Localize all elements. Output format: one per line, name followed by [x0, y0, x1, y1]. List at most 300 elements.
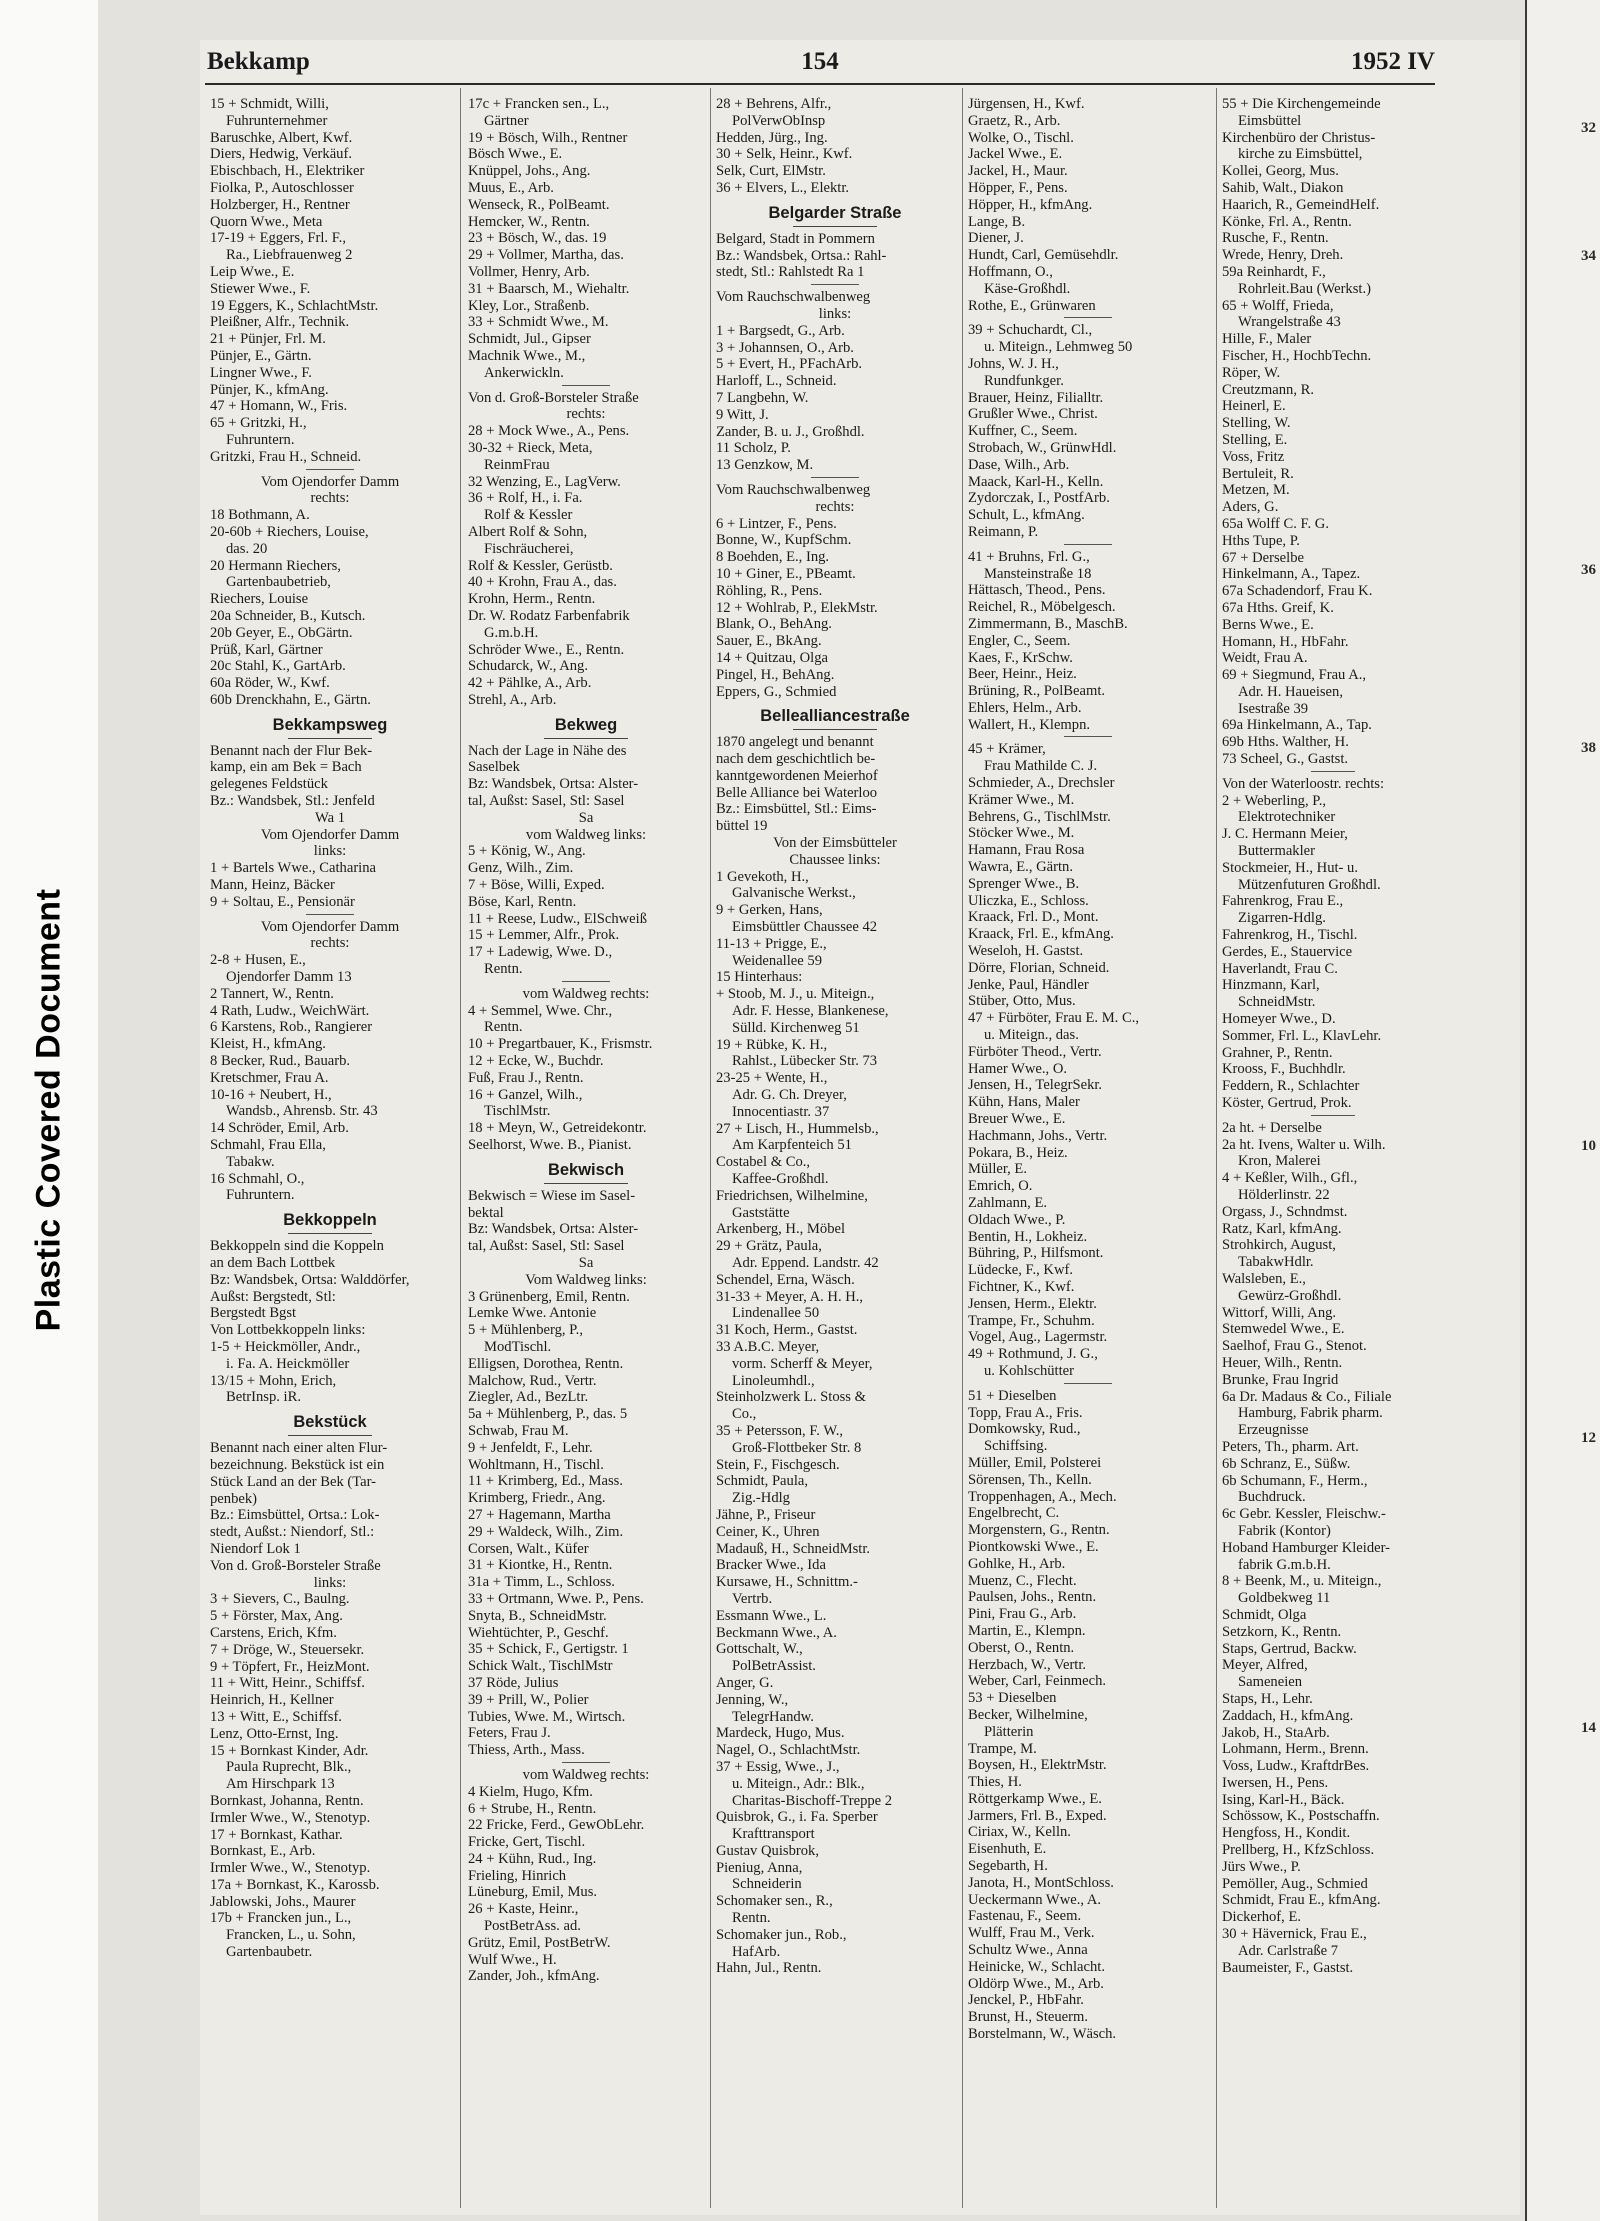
direction-subheading: Von der Eimsbütteler: [773, 835, 897, 852]
directory-entry: Mann, Heinz, Bäcker: [210, 877, 335, 894]
direction-subheading: Wa 1: [314, 809, 346, 826]
directory-entry: Beer, Heinr., Heiz.: [968, 666, 1077, 683]
header-rule: [205, 83, 1435, 85]
directory-entry: Fricke, Gert, Tischl.: [468, 1834, 586, 1851]
directory-entry: Bühring, P., Hilfsmont.: [968, 1245, 1104, 1262]
directory-entry: 16 + Ganzel, Wilh.,: [468, 1086, 583, 1103]
directory-entry: Jackel Wwe., E.: [968, 146, 1063, 163]
directory-entry: 1 Gevekoth, H.,: [716, 868, 809, 885]
directory-entry: 39 + Schuchardt, Cl.,: [968, 322, 1093, 339]
directory-entry: Niendorf Lok 1: [210, 1540, 301, 1557]
directory-entry: Ueckermann Wwe., A.: [968, 1891, 1102, 1908]
directory-entry: Rolf & Kessler, Gerüstb.: [468, 557, 613, 574]
directory-entry: Corsen, Walt., Küfer: [468, 1540, 589, 1557]
directory-entry: J. C. Hermann Meier,: [1222, 826, 1348, 843]
entry-continuation: Plätterin: [984, 1723, 1034, 1740]
entry-continuation: u. Miteign., Adr.: Blk.,: [732, 1775, 865, 1792]
directory-entry: Baumeister, F., Gastst.: [1222, 1959, 1354, 1976]
directory-entry: 31a + Timm, L., Schloss.: [468, 1574, 615, 1591]
directory-entry: Pokara, B., Heiz.: [968, 1144, 1068, 1161]
directory-entry: Rothe, E., Grünwaren: [968, 297, 1096, 314]
directory-entry: Zaddach, H., kfmAng.: [1222, 1707, 1354, 1724]
directory-entry: Krimberg, Friedr., Ang.: [468, 1490, 606, 1507]
directory-entry: Zander, Joh., kfmAng.: [468, 1968, 600, 1985]
directory-entry: Fürböter Theod., Vertr.: [968, 1043, 1102, 1060]
directory-entry: Bracker Wwe., Ida: [716, 1557, 826, 1574]
directory-entry: Von d. Groß-Borsteler Straße: [210, 1557, 381, 1574]
direction-subheading: Vom Waldweg links:: [525, 1271, 647, 1288]
directory-entry: Ziegler, Ad., BezLtr.: [468, 1389, 589, 1406]
directory-entry: 11 + Witt, Heinr., Schiffsf.: [210, 1675, 365, 1692]
directory-entry: Zander, B. u. J., Großhdl.: [716, 423, 865, 440]
entry-continuation: kirche zu Eimsbüttel,: [1238, 146, 1363, 163]
directory-entry: Engler, C., Seem.: [968, 632, 1071, 649]
entry-continuation: Rahlst., Lübecker Str. 73: [732, 1053, 878, 1070]
adjacent-page-fragment: 12: [1581, 1430, 1596, 1446]
directory-entry: 5 + Evert, H., PFachArb.: [716, 356, 863, 373]
entry-continuation: Galvanische Werkst.,: [732, 885, 856, 902]
directory-entry: Schultz Wwe., Anna: [968, 1942, 1088, 1959]
entry-continuation: Gaststätte: [732, 1204, 790, 1221]
directory-entry: 29 + Vollmer, Martha, das.: [468, 247, 624, 264]
directory-entry: Saselbek: [468, 759, 520, 776]
entry-continuation: Rentn.: [484, 961, 523, 978]
directory-entry: 20 Hermann Riechers,: [210, 557, 341, 574]
directory-entry: Gottschalt, W.,: [716, 1641, 803, 1658]
directory-entry: Dr. W. Rodatz Farbenfabrik: [468, 607, 630, 624]
directory-entry: 36 + Rolf, H., i. Fa.: [468, 490, 583, 507]
directory-entry: 5 + Mühlenberg, P.,: [468, 1322, 583, 1339]
directory-entry: 3 Grünenberg, Emil, Rentn.: [468, 1288, 630, 1305]
directory-entry: Elligsen, Dorothea, Rentn.: [468, 1355, 624, 1372]
entry-continuation: Innocentiastr. 37: [732, 1103, 830, 1120]
directory-entry: Pemöller, Aug., Schmied: [1222, 1875, 1368, 1892]
directory-entry: 27 + Lisch, H., Hummelsb.,: [716, 1120, 879, 1137]
directory-entry: Costabel & Co.,: [716, 1154, 811, 1171]
directory-entry: 6 + Strube, H., Rentn.: [468, 1800, 597, 1817]
directory-entry: bektal: [468, 1204, 504, 1221]
directory-entry: Topp, Frau A., Fris.: [968, 1404, 1083, 1421]
directory-entry: Oldörp Wwe., M., Arb.: [968, 1975, 1104, 1992]
section-divider: [1222, 1112, 1444, 1120]
directory-entry: Außst: Bergstedt, Stl:: [210, 1288, 336, 1305]
directory-entry: 4 + Semmel, Wwe. Chr.,: [468, 1002, 613, 1019]
directory-entry: Wulff, Frau M., Verk.: [968, 1925, 1095, 1942]
directory-entry: Staps, Gertrud, Backw.: [1222, 1640, 1357, 1657]
directory-entry: 17 + Bornkast, Kathar.: [210, 1826, 343, 1843]
entry-continuation: Fabrik (Kontor): [1238, 1522, 1331, 1539]
directory-entry: Aders, G.: [1222, 499, 1279, 516]
directory-entry: Bz: Wandsbek, Ortsa: Walddörfer,: [210, 1271, 410, 1288]
entry-continuation: TelegrHandw.: [732, 1708, 814, 1725]
directory-entry: Berns Wwe., E.: [1222, 616, 1314, 633]
directory-entry: 55 + Die Kirchengemeinde: [1222, 96, 1381, 112]
directory-entry: 9 + Gerken, Hans,: [716, 902, 823, 919]
directory-entry: 22 Fricke, Ferd., GewObLehr.: [468, 1817, 645, 1834]
directory-entry: Kirchenbüro der Christus-: [1222, 129, 1376, 146]
directory-entry: Gohlke, H., Arb.: [968, 1555, 1066, 1572]
directory-entry: 7 Langbehn, W.: [716, 389, 809, 406]
directory-entry: Schendel, Erna, Wäsch.: [716, 1271, 855, 1288]
directory-entry: Blank, O., BehAng.: [716, 616, 832, 633]
directory-entry: Von der Waterloostr. rechts:: [1222, 775, 1385, 792]
directory-entry: Pingel, H., BehAng.: [716, 666, 835, 683]
adjacent-page-fragment: 32: [1581, 120, 1596, 136]
directory-entry: Feddern, R., Schlachter: [1222, 1078, 1360, 1095]
directory-entry: Genz, Wilh., Zim.: [468, 860, 574, 877]
directory-entry: Heinicke, W., Schlacht.: [968, 1958, 1105, 1975]
adjacent-page-fragment: 34: [1581, 248, 1596, 264]
directory-entry: Kuffner, C., Seem.: [968, 423, 1078, 440]
section-divider: [210, 466, 450, 474]
directory-entry: Von d. Groß-Borsteler Straße: [468, 389, 639, 406]
directory-entry: Bz.: Eimsbüttel, Ortsa.: Lok-: [210, 1507, 380, 1524]
entry-continuation: Adr. F. Hesse, Blankenese,: [732, 1003, 889, 1020]
directory-entry: Sommer, Frl. L., KlavLehr.: [1222, 1027, 1382, 1044]
directory-entry: 9 + Soltau, E., Pensionär: [210, 893, 355, 910]
directory-entry: Vogel, Aug., Lagermstr.: [968, 1329, 1108, 1346]
directory-entry: Stiewer Wwe., F.: [210, 280, 311, 297]
directory-entry: Prellberg, H., KfzSchloss.: [1222, 1842, 1375, 1859]
entry-continuation: Rentn.: [732, 1910, 771, 1927]
directory-entry: Staps, H., Lehr.: [1222, 1690, 1313, 1707]
directory-entry: 67a Hths. Greif, K.: [1222, 599, 1334, 616]
direction-subheading: Vom Ojendorfer Damm: [260, 826, 400, 843]
directory-entry: 20b Geyer, E., ObGärtn.: [210, 624, 353, 641]
entry-continuation: Zigarren-Hdlg.: [1238, 910, 1326, 927]
entry-continuation: Mansteinstraße 18: [984, 565, 1092, 582]
directory-entry: 41 + Bruhns, Frl. G.,: [968, 548, 1090, 565]
directory-entry: Hoffmann, O.,: [968, 263, 1053, 280]
entry-continuation: Co.,: [732, 1406, 757, 1423]
directory-entry: 23 + Bösch, W., das. 19: [468, 230, 607, 247]
direction-subheading: vom Waldweg links:: [525, 826, 647, 843]
directory-entry: 17 + Ladewig, Wwe. D.,: [468, 944, 613, 961]
directory-entry: 19 + Rübke, K. H.,: [716, 1036, 828, 1053]
directory-entry: Wawra, E., Gärtn.: [968, 859, 1073, 876]
directory-entry: 16 Schmahl, O.,: [210, 1170, 305, 1187]
directory-entry: 8 Becker, Rud., Bauarb.: [210, 1053, 351, 1070]
directory-entry: 29 + Grätz, Paula,: [716, 1238, 822, 1255]
entry-continuation: Gärtner: [484, 112, 529, 129]
section-divider: [468, 382, 704, 390]
directory-entry: 30 + Selk, Heinr., Kwf.: [716, 146, 853, 163]
directory-entry: 19 + Bösch, Wilh., Rentner: [468, 129, 628, 146]
directory-entry: Stemwedel Wwe., E.: [1222, 1321, 1345, 1338]
directory-entry: Friedrichsen, Wilhelmine,: [716, 1187, 868, 1204]
directory-entry: 7 + Böse, Willi, Exped.: [468, 877, 605, 894]
directory-entry: Walsleben, E.,: [1222, 1270, 1306, 1287]
directory-entry: Stück Land an der Bek (Tar-: [210, 1473, 377, 1490]
entry-continuation: Eimsbüttler Chaussee 42: [732, 919, 878, 936]
directory-entry: Hamann, Frau Rosa: [968, 842, 1085, 859]
left-margin-band: [0, 0, 98, 2221]
directory-entry: 5 + Förster, Max, Ang.: [210, 1608, 343, 1625]
section-divider: [968, 314, 1208, 322]
directory-entry: Leip Wwe., E.: [210, 263, 295, 280]
directory-entry: 14 + Quitzau, Olga: [716, 649, 828, 666]
entry-continuation: Tabakw.: [226, 1153, 275, 1170]
directory-entry: Troppenhagen, A., Mech.: [968, 1488, 1117, 1505]
directory-entry: 13 Genzkow, M.: [716, 457, 814, 474]
directory-entry: 13/15 + Mohn, Erich,: [210, 1372, 337, 1389]
direction-subheading: vom Waldweg rechts:: [522, 1766, 650, 1783]
directory-entry: Stockmeier, H., Hut- u.: [1222, 859, 1359, 876]
directory-entry: Knüppel, Johs., Ang.: [468, 163, 591, 180]
street-heading: Bekwisch: [468, 1159, 704, 1184]
directory-column-2: [468, 96, 704, 2206]
directory-entry: Dase, Wilh., Arb.: [968, 456, 1070, 473]
directory-entry: Becker, Wilhelmine,: [968, 1706, 1088, 1723]
directory-entry: Janota, H., MontSchloss.: [968, 1874, 1114, 1891]
directory-entry: penbek): [210, 1490, 258, 1507]
directory-entry: Riechers, Louise: [210, 591, 309, 608]
directory-entry: Jenckel, P., HbFahr.: [968, 1992, 1084, 2009]
directory-column-4: [968, 96, 1208, 2206]
directory-entry: 65 + Gritzki, H.,: [210, 415, 307, 432]
directory-entry: Reichel, R., Möbelgesch.: [968, 599, 1116, 616]
entry-continuation: Gartenbaubetrieb,: [226, 574, 331, 591]
directory-entry: Müller, Emil, Polsterei: [968, 1454, 1102, 1471]
directory-entry: Heuer, Wilh., Rentn.: [1222, 1354, 1343, 1371]
directory-entry: Brunst, H., Steuerm.: [968, 2009, 1088, 2026]
directory-entry: Thies, H.: [968, 1774, 1022, 1791]
directory-entry: 24 + Kühn, Rud., Ing.: [468, 1850, 597, 1867]
directory-entry: 28 + Behrens, Alfr.,: [716, 96, 832, 112]
entry-continuation: Fischräucherei,: [484, 540, 574, 557]
directory-entry: Schomaker jun., Rob.,: [716, 1926, 847, 1943]
directory-entry: Muenz, C., Flecht.: [968, 1572, 1077, 1589]
directory-entry: Frieling, Hinrich: [468, 1867, 567, 1884]
directory-entry: Engelbrecht, C.: [968, 1505, 1060, 1522]
directory-entry: 9 + Töpfert, Fr., HeizMont.: [210, 1658, 370, 1675]
directory-entry: Arkenberg, H., Möbel: [716, 1221, 846, 1238]
directory-entry: Machnik Wwe., M.,: [468, 347, 586, 364]
entry-continuation: Adr. Eppend. Landstr. 42: [732, 1255, 879, 1271]
entry-continuation: Elektrotechniker: [1238, 809, 1336, 826]
directory-entry: Kaes, F., KrSchw.: [968, 649, 1073, 666]
directory-entry: Ehlers, Helm., Arb.: [968, 699, 1082, 716]
directory-entry: Irmler Wwe., W., Stenotyp.: [210, 1860, 371, 1877]
entry-continuation: Schneiderin: [732, 1876, 802, 1893]
directory-entry: Fahrenkrog, Frau E.,: [1222, 893, 1344, 910]
entry-continuation: Hölderlinstr. 22: [1238, 1187, 1330, 1203]
entry-continuation: Adr. Carlstraße 7: [1238, 1942, 1339, 1959]
adjacent-page-edge: [1525, 0, 1600, 2221]
entry-continuation: Kron, Malerei: [1238, 1153, 1321, 1170]
directory-entry: Fahrenkrog, H., Tischl.: [1222, 927, 1358, 944]
directory-entry: 11-13 + Prigge, E.,: [716, 935, 827, 952]
direction-subheading: vom Waldweg rechts:: [522, 985, 650, 1002]
directory-entry: 37 Röde, Julius: [468, 1674, 559, 1691]
directory-entry: Strehl, A., Arb.: [468, 691, 557, 708]
directory-entry: 15 + Lemmer, Alfr., Prok.: [468, 927, 620, 944]
entry-continuation: Rundfunkger.: [984, 372, 1064, 389]
directory-entry: Madauß, H., SchneidMstr.: [716, 1540, 871, 1557]
directory-entry: Martin, E., Klempn.: [968, 1622, 1086, 1639]
directory-entry: Bekwisch = Wiese im Sasel-: [468, 1187, 636, 1204]
directory-entry: Wenseck, R., PolBeamt.: [468, 196, 610, 213]
directory-entry: 9 Witt, J.: [716, 406, 769, 423]
directory-column-5: [1222, 96, 1444, 2206]
direction-subheading: rechts:: [310, 490, 350, 507]
directory-entry: Stelling, E.: [1222, 431, 1288, 448]
directory-entry: Homann, H., HbFahr.: [1222, 633, 1349, 650]
directory-entry: Kollei, Georg, Mus.: [1222, 163, 1339, 180]
directory-entry: 67 + Derselbe: [1222, 549, 1304, 566]
directory-entry: Hachmann, Johs., Vertr.: [968, 1127, 1108, 1144]
entry-continuation: Linoleumhdl.,: [732, 1372, 815, 1389]
directory-entry: Nach der Lage in Nähe des: [468, 742, 627, 759]
directory-entry: Pünjer, E., Gärtn.: [210, 347, 312, 364]
directory-entry: Domkowsky, Rud.,: [968, 1421, 1081, 1438]
directory-entry: Stelling, W.: [1222, 415, 1291, 432]
directory-entry: 6b Schumann, F., Herm.,: [1222, 1472, 1368, 1489]
entry-continuation: Frau Mathilde C. J.: [984, 758, 1098, 775]
directory-entry: Schröder Wwe., E., Rentn.: [468, 641, 625, 658]
entry-continuation: u. Miteign., das.: [984, 1027, 1079, 1044]
directory-entry: 69b Hths. Walther, H.: [1222, 734, 1349, 751]
directory-entry: Röper, W.: [1222, 364, 1281, 381]
street-heading: Bekkoppeln: [210, 1209, 450, 1234]
directory-entry: Iwersen, H., Pens.: [1222, 1774, 1329, 1791]
directory-entry: Sprenger Wwe., B.: [968, 875, 1080, 892]
entry-continuation: Rohrleit.Bau (Werkst.): [1238, 280, 1371, 297]
directory-entry: 31 + Baarsch, M., Wiehaltr.: [468, 280, 630, 297]
directory-entry: Zimmermann, B., MaschB.: [968, 615, 1128, 632]
direction-subheading: links:: [313, 1574, 347, 1591]
directory-entry: 33 + Schmidt Wwe., M.: [468, 314, 609, 331]
directory-entry: 45 + Krämer,: [968, 741, 1046, 758]
directory-entry: Bornkast, Johanna, Rentn.: [210, 1792, 364, 1809]
directory-entry: Hinzmann, Karl,: [1222, 977, 1320, 994]
entry-continuation: PostBetrAss. ad.: [484, 1918, 581, 1935]
direction-subheading: rechts:: [310, 935, 350, 952]
directory-entry: Hinkelmann, A., Tapez.: [1222, 566, 1361, 583]
directory-entry: 60b Drenckhahn, E., Gärtn.: [210, 691, 371, 708]
directory-entry: 17-19 + Eggers, Frl. F.,: [210, 230, 346, 247]
directory-entry: Pünjer, K., kfmAng.: [210, 381, 329, 398]
directory-entry: 47 + Fürböter, Frau E. M. C.,: [968, 1010, 1140, 1027]
directory-entry: Behrens, G., TischlMstr.: [968, 808, 1111, 825]
entry-continuation: Vertrb.: [732, 1590, 773, 1607]
directory-entry: Fastenau, F., Seem.: [968, 1908, 1082, 1925]
directory-entry: Trampe, M.: [968, 1740, 1037, 1757]
section-divider: [968, 733, 1208, 741]
directory-entry: 35 + Schick, F., Gertigstr. 1: [468, 1641, 629, 1658]
directory-entry: Vollmer, Henry, Arb.: [468, 263, 590, 280]
directory-entry: Schult, L., kfmAng.: [968, 507, 1085, 524]
directory-entry: Heinrich, H., Kellner: [210, 1692, 334, 1709]
directory-entry: Oldach Wwe., P.: [968, 1211, 1066, 1228]
directory-entry: 13 + Witt, E., Schiffsf.: [210, 1708, 342, 1725]
directory-entry: 59a Reinhardt, F.,: [1222, 263, 1326, 280]
directory-entry: Beckmann Wwe., A.: [716, 1624, 837, 1641]
directory-entry: Feters, Frau J.: [468, 1725, 551, 1742]
directory-entry: 51 + Dieselben: [968, 1387, 1057, 1404]
directory-entry: Benannt nach einer alten Flur-: [210, 1440, 388, 1457]
section-divider: [210, 911, 450, 919]
directory-entry: 6c Gebr. Kessler, Fleischw.-: [1222, 1506, 1386, 1523]
directory-entry: Kraack, Frl. E., kfmAng.: [968, 926, 1114, 943]
directory-entry: 5a + Mühlenberg, P., das. 5: [468, 1406, 628, 1423]
directory-entry: 32 Wenzing, E., LagVerw.: [468, 473, 621, 490]
entry-continuation: u. Kohlschütter: [984, 1362, 1074, 1379]
directory-entry: Brauer, Heinz, Filialltr.: [968, 389, 1104, 406]
directory-entry: Bz.: Wandsbek, Stl.: Jenfeld: [210, 793, 375, 810]
directory-entry: Stein, F., Fischgesch.: [716, 1456, 840, 1473]
directory-entry: Nagel, O., SchlachtMstr.: [716, 1742, 861, 1759]
directory-entry: 8 + Beenk, M., u. Miteign.,: [1222, 1573, 1382, 1590]
entry-continuation: Adr. H. Haueisen,: [1238, 683, 1343, 700]
directory-entry: Fiolka, P., Autoschlosser: [210, 179, 354, 196]
directory-entry: Peters, Th., pharm. Art.: [1222, 1438, 1359, 1455]
directory-entry: Breuer Wwe., E.: [968, 1111, 1066, 1128]
directory-entry: Paulsen, Johs., Rentn.: [968, 1589, 1097, 1606]
entry-continuation: Rolf & Kessler: [484, 507, 573, 524]
directory-entry: Hedden, Jürg., Ing.: [716, 129, 828, 146]
directory-entry: Zahlmann, E.: [968, 1195, 1048, 1211]
directory-entry: 12 + Ecke, W., Buchdr.: [468, 1053, 604, 1070]
directory-entry: 1 + Bargsedt, G., Arb.: [716, 322, 845, 339]
directory-entry: Fischer, H., HochbTechn.: [1222, 347, 1372, 364]
directory-entry: 14 Schröder, Emil, Arb.: [210, 1120, 349, 1137]
entry-continuation: Francken, L., u. Sohn,: [226, 1927, 356, 1944]
entry-continuation: Lindenallee 50: [732, 1305, 820, 1322]
directory-entry: Weber, Carl, Feinmech.: [968, 1673, 1107, 1690]
entry-continuation: vorm. Scherff & Meyer,: [732, 1355, 873, 1372]
directory-entry: Wiehtüchter, P., Geschf.: [468, 1624, 609, 1641]
street-heading: Bekstück: [210, 1411, 450, 1436]
directory-entry: 28 + Mock Wwe., A., Pens.: [468, 423, 630, 440]
entry-continuation: BetrInsp. iR.: [226, 1389, 301, 1406]
directory-entry: Seelhorst, Wwe. B., Pianist.: [468, 1137, 632, 1154]
directory-entry: 67a Schadendorf, Frau K.: [1222, 583, 1373, 600]
directory-entry: 2a ht. + Derselbe: [1222, 1119, 1322, 1136]
directory-entry: bezeichnung. Bekstück ist ein: [210, 1456, 385, 1473]
directory-entry: Prüß, Karl, Gärtner: [210, 641, 323, 658]
directory-entry: Irmler Wwe., W., Stenotyp.: [210, 1809, 371, 1826]
directory-entry: Gritzki, Frau H., Schneid.: [210, 448, 362, 465]
directory-entry: Krooss, F., Buchhdlr.: [1222, 1061, 1346, 1078]
entry-continuation: HafArb.: [732, 1943, 781, 1960]
directory-entry: 12 + Wohlrab, P., ElekMstr.: [716, 599, 878, 616]
directory-entry: Jähne, P., Friseur: [716, 1506, 816, 1523]
directory-entry: Graetz, R., Arb.: [968, 112, 1061, 129]
directory-entry: Bentin, H., Lokheiz.: [968, 1228, 1088, 1245]
directory-entry: 20a Schneider, B., Kutsch.: [210, 607, 366, 624]
directory-entry: Schmahl, Frau Ella,: [210, 1137, 326, 1154]
directory-entry: Weseloh, H. Gastst.: [968, 943, 1084, 960]
directory-entry: Jenning, W.,: [716, 1691, 789, 1708]
column-divider: [710, 88, 711, 2208]
directory-entry: Sauer, E., BkAng.: [716, 633, 822, 650]
directory-entry: Jensen, Herm., Elektr.: [968, 1295, 1097, 1312]
directory-entry: 10-16 + Neubert, H.,: [210, 1086, 332, 1103]
directory-entry: 33 + Ortmann, Wwe. P., Pens.: [468, 1590, 644, 1607]
directory-entry: Hemcker, W., Rentn.: [468, 213, 590, 230]
directory-entry: 10 + Giner, E., PBeamt.: [716, 565, 856, 582]
directory-entry: 6a Dr. Madaus & Co., Filiale: [1222, 1388, 1392, 1405]
entry-continuation: das. 20: [226, 540, 268, 557]
directory-entry: Lange, B.: [968, 213, 1026, 230]
street-heading: Bekweg: [468, 714, 704, 739]
directory-entry: Selk, Curt, ElMstr.: [716, 163, 826, 180]
directory-entry: Voss, Fritz: [1222, 448, 1285, 465]
directory-entry: Lüdecke, F., Kwf.: [968, 1262, 1074, 1279]
directory-entry: Bz: Wandsbek, Ortsa: Alster-: [468, 776, 639, 793]
directory-entry: Schmidt, Olga: [1222, 1606, 1307, 1623]
